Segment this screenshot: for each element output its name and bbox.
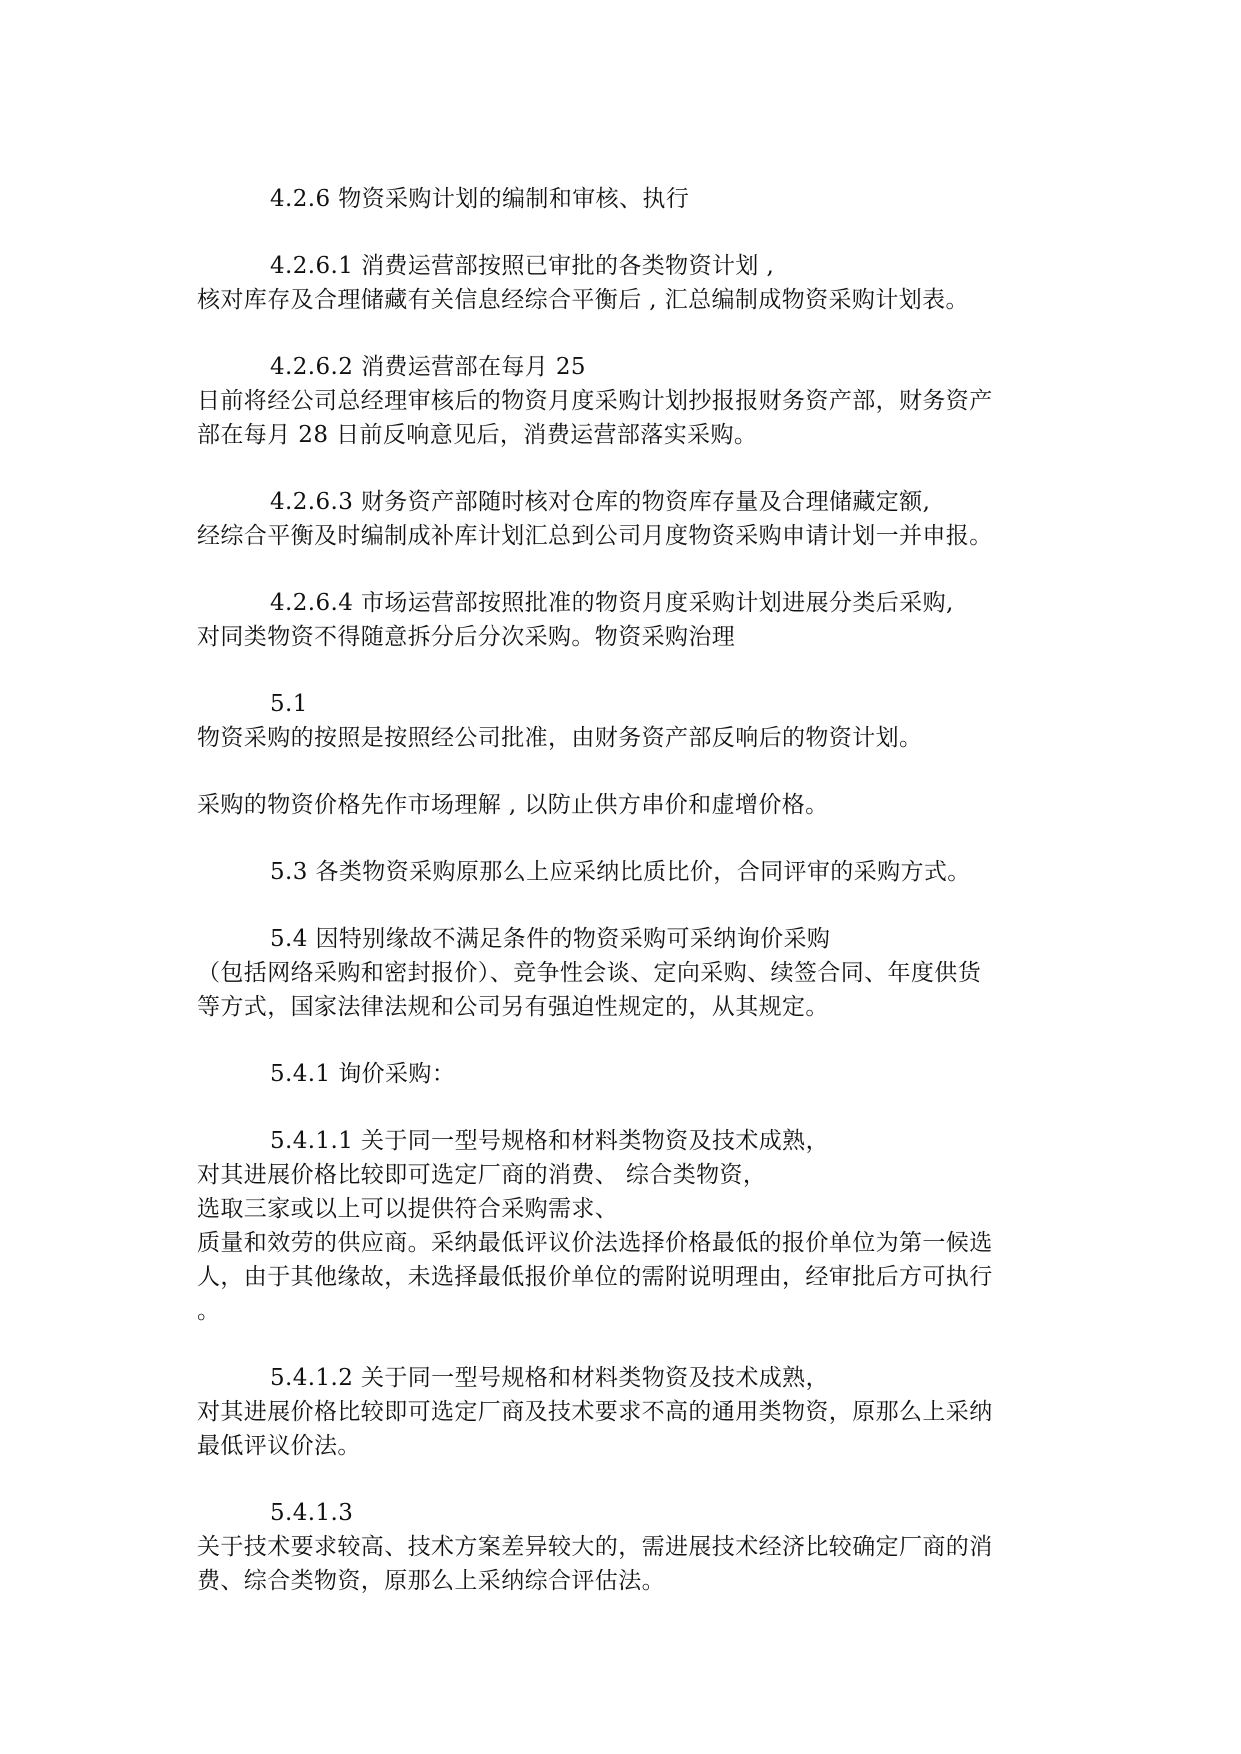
paragraph-line: 4.2.6.2 消费运营部在每月 25 — [270, 354, 586, 380]
paragraph-5-4-1-1 — [197, 1124, 1057, 1328]
paragraph-price-survey — [197, 788, 1057, 822]
document-body — [197, 182, 1057, 1631]
paragraph-line: 最低评议价法。 — [197, 1433, 361, 1459]
paragraph-line: 5.4.1.1 关于同一型号规格和材料类物资及技术成熟， — [270, 1128, 829, 1154]
paragraph-line: 物资采购的按照是按照经公司批准，由财务资产部反响后的物资计划。 — [197, 725, 923, 751]
paragraph-4-2-6-4 — [197, 586, 1057, 654]
paragraph-5-3 — [197, 855, 1057, 889]
paragraph-4-2-6-2 — [197, 350, 1057, 452]
paragraph-line: 核对库存及合理储藏有关信息经综合平衡后 , 汇总编制成物资采购计划表。 — [197, 287, 969, 313]
paragraph-5-4-1-3 — [197, 1496, 1057, 1598]
paragraph-line: 5.4 因特别缘故不满足条件的物资采购可采纳询价采购 — [270, 926, 831, 952]
paragraph-line: 对其进展价格比较即可选定厂商及技术要求不高的通用类物资，原那么上采纳 — [197, 1399, 993, 1425]
paragraph-line: 4.2.6.4 市场运营部按照批准的物资月度采购计划进展分类后采购, — [270, 590, 954, 616]
heading-line: 4.2.6 物资采购计划的编制和审核、执行 — [270, 186, 690, 212]
paragraph-5-4-1-2 — [197, 1361, 1057, 1463]
paragraph-line: 对其进展价格比较即可选定厂商的消费、 综合类物资， — [197, 1162, 767, 1188]
paragraph-line: 经综合平衡及时编制成补库计划汇总到公司月度物资采购申请计划一并申报。 — [197, 523, 993, 549]
paragraph-4-2-6 — [197, 182, 1057, 216]
paragraph-line: 采购的物资价格先作市场理解 , 以防止供方串价和虚增价格。 — [197, 792, 829, 818]
paragraph-line: 质量和效劳的供应商。采纳最低评议价法选择价格最低的报价单位为第一候选 — [197, 1230, 993, 1256]
paragraph-line: 5.4.1.3 — [270, 1500, 354, 1526]
paragraph-line: 人，由于其他缘故，未选择最低报价单位的需附说明理由，经审批后方可执行 — [197, 1264, 993, 1290]
paragraph-line: 4.2.6.1 消费运营部按照已审批的各类物资计划 , — [270, 253, 775, 279]
paragraph-line: 关于技术要求较高、技术方案差异较大的，需进展技术经济比较确定厂商的消 — [197, 1534, 993, 1560]
paragraph-line: 等方式，国家法律法规和公司另有强迫性规定的，从其规定。 — [197, 994, 829, 1020]
paragraph-line: 。 — [197, 1298, 221, 1324]
paragraph-line: 选取三家或以上可以提供符合采购需求、 — [197, 1196, 619, 1222]
paragraph-5-4 — [197, 922, 1057, 1024]
paragraph-line: 对同类物资不得随意拆分后分次采购。物资采购治理 — [197, 624, 736, 650]
paragraph-4-2-6-3 — [197, 485, 1057, 553]
paragraph-line: 4.2.6.3 财务资产部随时核对仓库的物资库存量及合理储藏定额, — [270, 489, 931, 515]
paragraph-4-2-6-1 — [197, 249, 1057, 317]
paragraph-line: 部在每月 28 日前反响意见后，消费运营部落实采购。 — [197, 422, 758, 448]
paragraph-line: 5.4.1.2 关于同一型号规格和材料类物资及技术成熟， — [270, 1365, 829, 1391]
paragraph-line: 日前将经公司总经理审核后的物资月度采购计划抄报报财务资产部，财务资产 — [197, 388, 993, 414]
paragraph-line: 5.3 各类物资采购原那么上应采纳比质比价，合同评审的采购方式。 — [270, 859, 971, 885]
paragraph-line: 5.1 — [270, 691, 308, 717]
heading-line: 5.4.1 询价采购： — [270, 1061, 456, 1087]
paragraph-5-1 — [197, 687, 1057, 755]
paragraph-line: （包括网络采购和密封报价）、竞争性会谈、定向采购、续签合同、年度供货 — [197, 960, 982, 986]
paragraph-5-4-1 — [197, 1057, 1057, 1091]
paragraph-line: 费、综合类物资，原那么上采纳综合评估法。 — [197, 1568, 665, 1594]
